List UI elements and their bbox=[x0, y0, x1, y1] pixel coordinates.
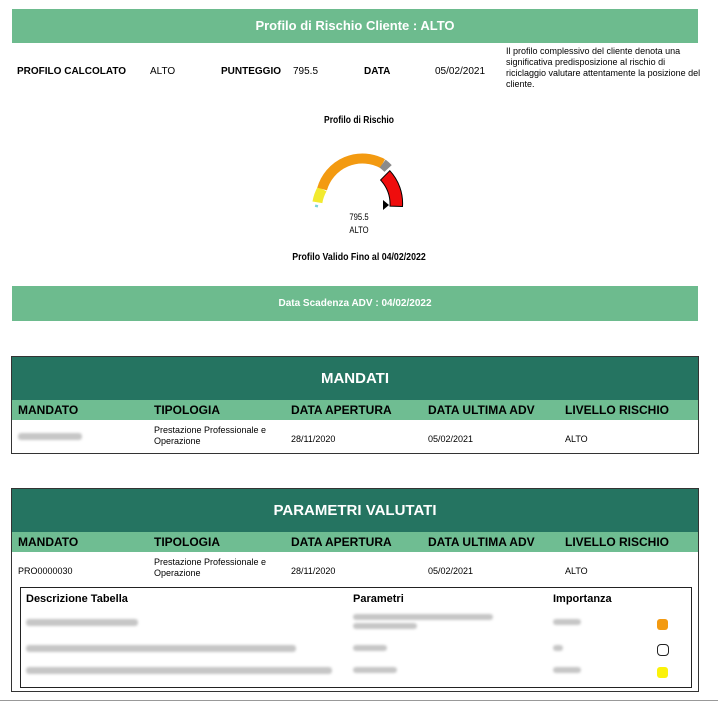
pointer-triangle-icon bbox=[383, 200, 389, 210]
profile-valid-until: Profilo Valido Fino al 04/02/2022 bbox=[292, 252, 426, 263]
descrizione-tabella-header: Descrizione Tabella bbox=[26, 593, 128, 605]
risk-profile-title-bar bbox=[12, 9, 698, 43]
mandati-data-ultima-adv: 05/02/2021 bbox=[428, 434, 474, 444]
param-value-redacted bbox=[353, 623, 417, 629]
mandati-data-apertura: 28/11/2020 bbox=[291, 434, 336, 444]
col-tipologia: TIPOLOGIA bbox=[154, 535, 220, 549]
parametri-data-ultima-adv: 05/02/2021 bbox=[428, 566, 474, 576]
importance-label-redacted bbox=[553, 667, 581, 673]
col-data-ultima-adv: DATA ULTIMA ADV bbox=[428, 535, 535, 549]
mandati-livello: ALTO bbox=[565, 434, 588, 444]
data-label: DATA bbox=[364, 66, 391, 77]
gauge-segment-cyan bbox=[316, 205, 317, 207]
parametri-livello: ALTO bbox=[565, 566, 588, 576]
gauge-segment-yellow bbox=[317, 189, 322, 202]
param-row bbox=[21, 610, 691, 632]
importance-indicator-yellow bbox=[657, 667, 668, 678]
col-livello-rischio: LIVELLO RISCHIO bbox=[565, 403, 670, 417]
parametri-data-apertura: 28/11/2020 bbox=[291, 566, 336, 576]
param-description-redacted bbox=[26, 645, 296, 652]
mandato-redacted bbox=[18, 433, 82, 440]
col-data-apertura: DATA APERTURA bbox=[291, 535, 392, 549]
profilo-calcolato-value: ALTO bbox=[150, 66, 176, 77]
param-row bbox=[21, 639, 691, 661]
col-data-ultima-adv: DATA ULTIMA ADV bbox=[428, 403, 535, 417]
gauge-title: Profilo di Rischio bbox=[324, 115, 394, 126]
mandati-tipologia: Prestazione Professionale e Operazione bbox=[154, 425, 267, 446]
importance-label-redacted bbox=[553, 645, 563, 651]
mandati-row bbox=[12, 422, 698, 450]
param-value-redacted bbox=[353, 667, 397, 673]
col-data-apertura: DATA APERTURA bbox=[291, 403, 392, 417]
param-row bbox=[21, 661, 691, 683]
param-description-redacted bbox=[26, 619, 138, 626]
parametri-section bbox=[11, 488, 699, 692]
importance-label-redacted bbox=[553, 619, 581, 625]
param-value-redacted bbox=[353, 645, 387, 651]
gauge-level: ALTO bbox=[349, 225, 369, 235]
parametri-title: PARAMETRI VALUTATI bbox=[12, 489, 698, 532]
importanza-header: Importanza bbox=[553, 593, 612, 605]
parametri-row bbox=[12, 554, 698, 582]
adv-expiry-bar bbox=[12, 286, 698, 321]
data-value: 05/02/2021 bbox=[435, 66, 486, 77]
parameters-table bbox=[20, 587, 692, 688]
col-mandato: MANDATO bbox=[18, 535, 79, 549]
parametri-tipologia: Prestazione Professionale e Operazione bbox=[154, 557, 267, 578]
gauge-segment-orange bbox=[322, 158, 383, 189]
gauge-segment-gray bbox=[383, 164, 389, 169]
col-tipologia: TIPOLOGIA bbox=[154, 403, 220, 417]
mandati-column-headers bbox=[12, 400, 698, 420]
col-livello-rischio: LIVELLO RISCHIO bbox=[565, 535, 670, 549]
parametri-mandato: PRO0000030 bbox=[18, 566, 73, 576]
parametri-header: Parametri bbox=[353, 593, 404, 605]
profilo-calcolato-label: PROFILO CALCOLATO bbox=[17, 66, 127, 77]
parametri-column-headers bbox=[12, 532, 698, 552]
page-bottom-rule bbox=[0, 700, 718, 701]
importance-indicator-empty bbox=[657, 644, 669, 656]
mandati-section bbox=[11, 356, 699, 454]
risk-profile-title: Profilo di Rischio Cliente : ALTO bbox=[255, 18, 455, 33]
profile-description: Il profilo complessivo del cliente denota una significativa predisposizione al rischio di riciclaggio valutare attentamente la posizione del cliente. bbox=[506, 46, 701, 89]
punteggio-label: PUNTEGGIO bbox=[221, 66, 282, 77]
col-mandato: MANDATO bbox=[18, 403, 79, 417]
mandati-title: MANDATI bbox=[12, 357, 698, 400]
punteggio-value: 795.5 bbox=[293, 66, 319, 77]
param-description-redacted bbox=[26, 667, 332, 674]
gauge-score: 795.5 bbox=[349, 212, 369, 222]
param-value-redacted bbox=[353, 614, 493, 620]
adv-expiry-label: Data Scadenza ADV : 04/02/2022 bbox=[278, 298, 432, 309]
importance-indicator-orange bbox=[657, 619, 668, 630]
